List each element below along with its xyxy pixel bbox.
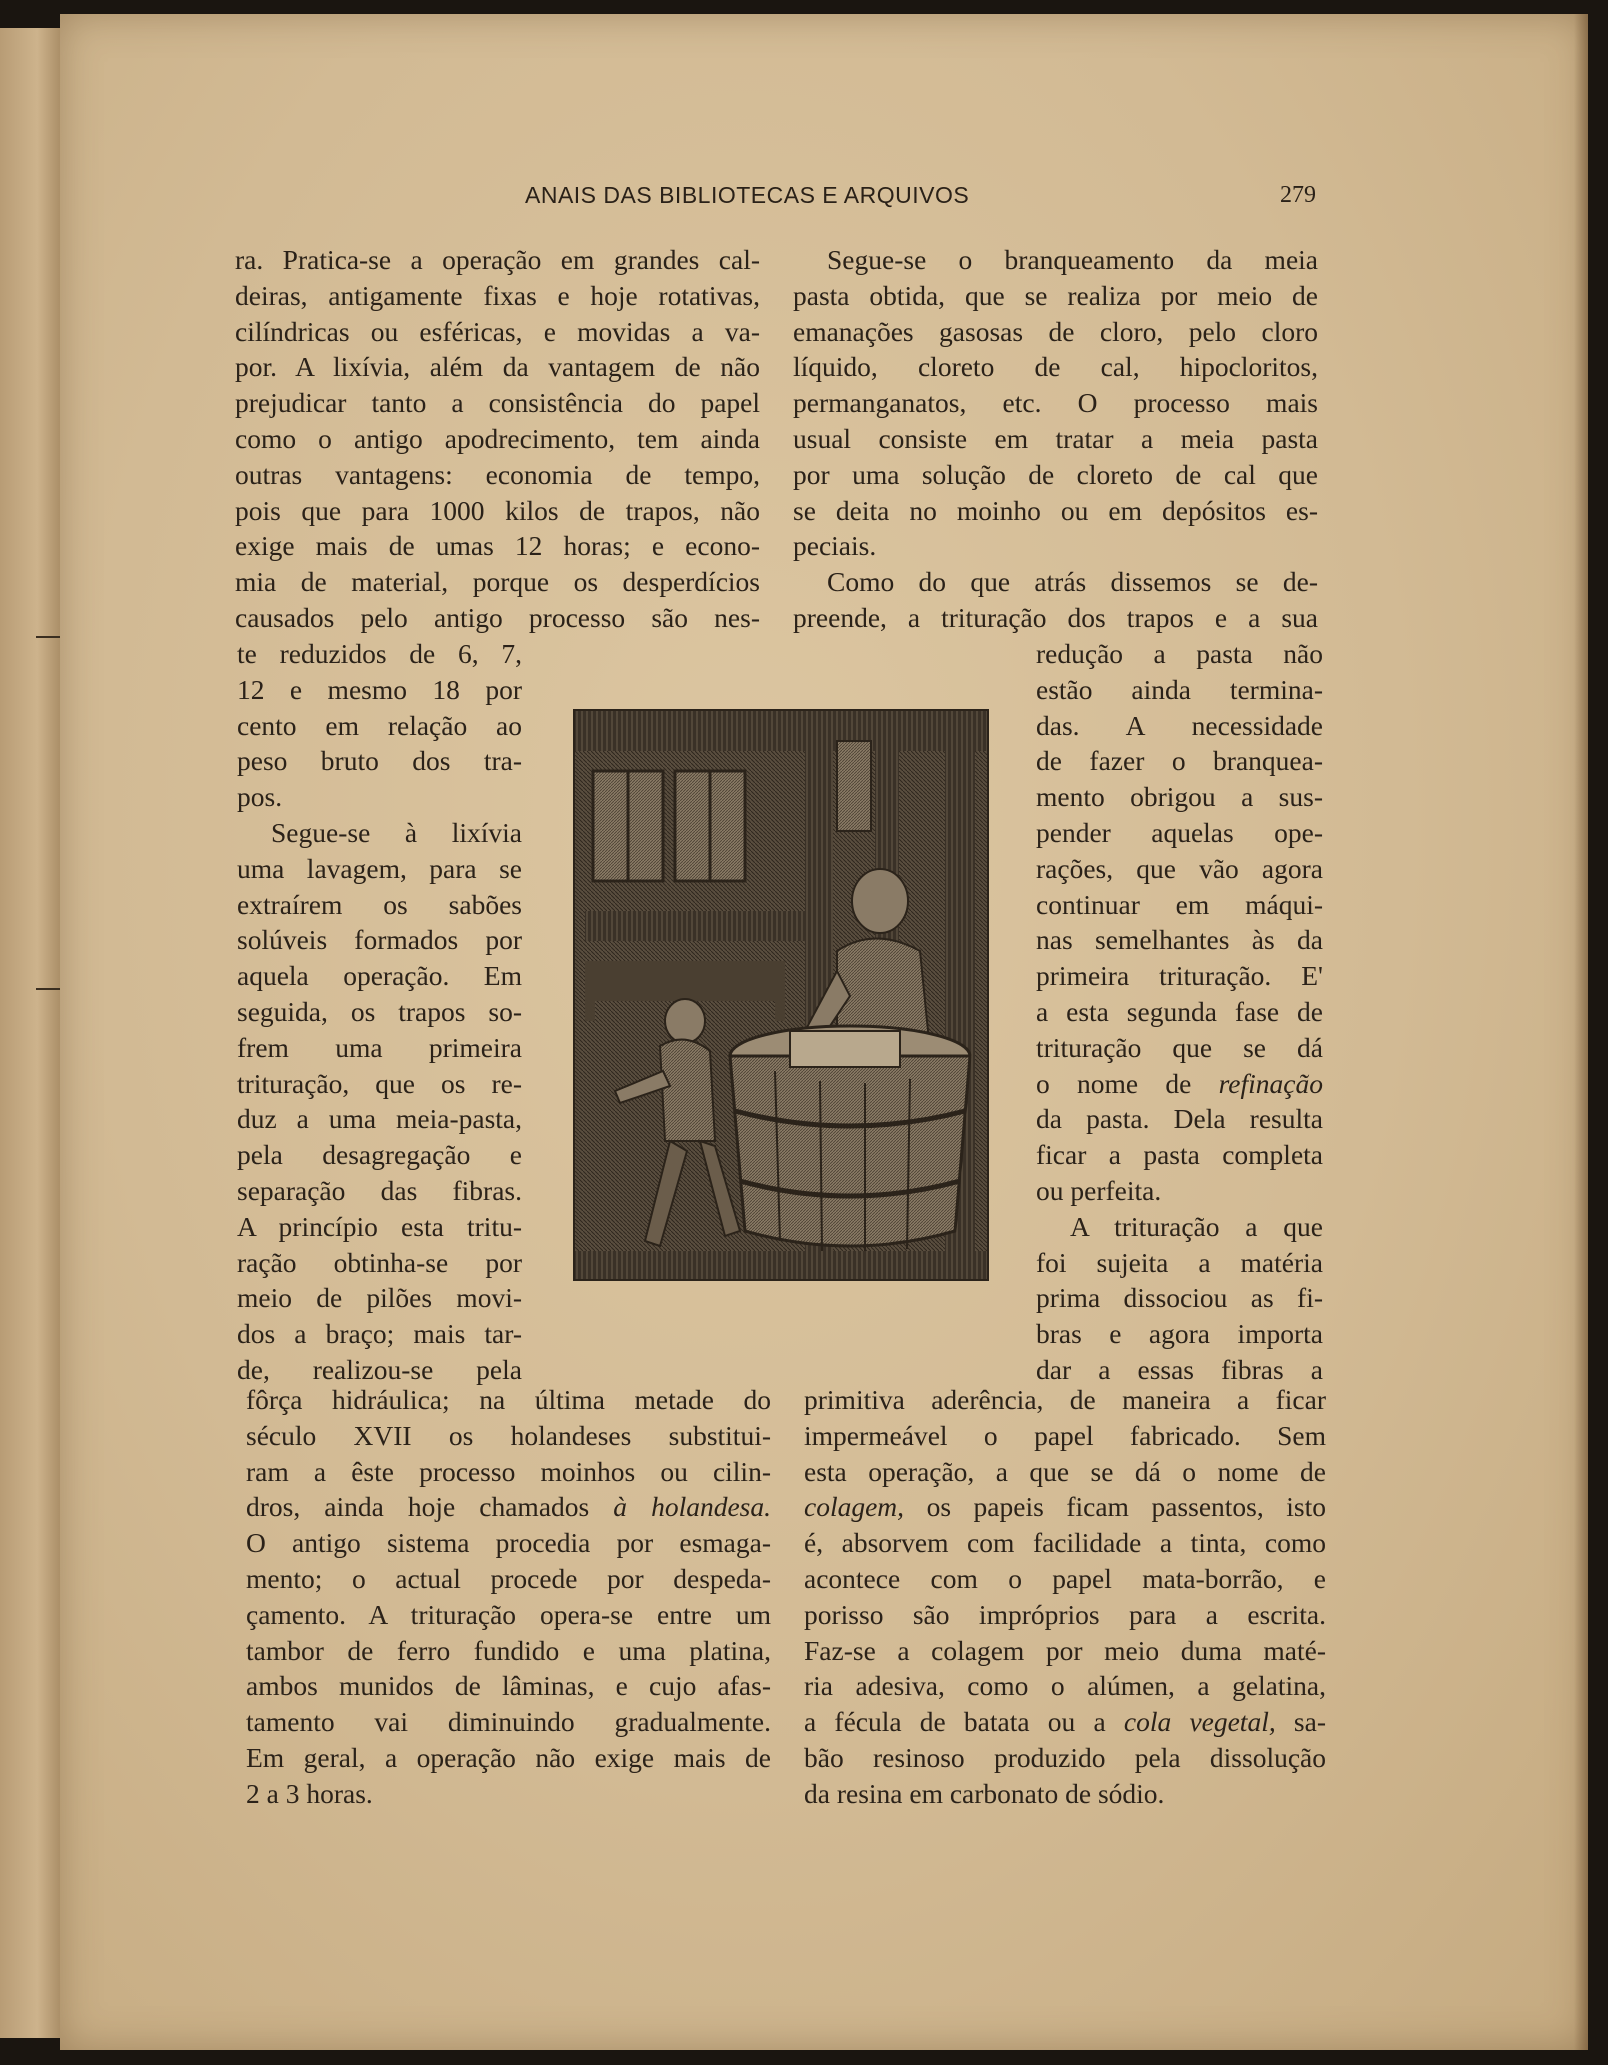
text-line: primitiva aderência, de maneira a ficar [804,1384,1326,1415]
text-line: a esta segunda fase de [1036,995,1323,1027]
text-line: esta operação, a que se dá o nome de [804,1455,1326,1487]
text-line: bras e agora importa [1036,1318,1323,1350]
text-line: deiras, antigamente fixas e hoje rotativas, [235,279,760,311]
right-column-bottom [804,1382,1326,1812]
text-line: separação das fibras. [237,1174,522,1206]
text-line: emanações gasosas de cloro, pelo cloro [793,315,1318,347]
text-line: Segue-se à lixívia [271,816,522,848]
text-line: aquela operação. Em [237,960,522,992]
text-line [1036,1066,1323,1102]
text-line: líquido, cloreto de cal, hipocloritos, [793,351,1318,383]
text-line: de, realizou-se pela [237,1353,522,1385]
text-line: por uma solução de cloreto de cal que [793,458,1318,490]
text-line: meio de pilões movi- [237,1282,522,1314]
text-line [246,1489,771,1525]
left-column-bottom [246,1382,771,1812]
left-column-top [235,242,760,636]
text-line: permanganatos, etc. O processo mais [793,387,1318,419]
text-line: preende, a trituração dos trapos e a sua [793,601,1318,633]
text-line: frem uma primeira [237,1031,522,1063]
right-column-top [793,242,1318,636]
text-line: ou perfeita. [1036,1174,1162,1206]
text-line: çamento. A trituração opera-se entre um [246,1598,771,1630]
left-column-narrow [237,636,522,1388]
text-line: te reduzidos de 6, 7, [237,638,522,669]
text-line: 2 a 3 horas. [246,1777,373,1809]
text-line: peso bruto dos tra- [237,745,522,777]
text-line: fôrça hidráulica; na última metade do [246,1384,771,1415]
text-line: Segue-se o branqueamento da meia [827,244,1318,275]
text-line: tambor de ferro fundido e uma platina, [246,1634,771,1666]
text-line: ram a êste processo moinhos ou cilin- [246,1455,771,1487]
facing-page-edge [0,28,64,2038]
text-line: seguida, os trapos so- [237,995,522,1027]
text-line: século XVII os holandeses substitui- [246,1419,771,1451]
text-line: porisso são impróprios para a escrita. [804,1598,1326,1630]
text-line: A trituração a que [1070,1210,1323,1242]
text-line: usual consiste em tratar a meia pasta [793,422,1318,454]
text-line: ra. Pratica-se a operação em grandes cal- [235,244,760,275]
text-line: Como do que atrás dissemos se de- [827,566,1318,598]
text-line: Em geral, a operação não exige mais de [246,1741,771,1773]
text-line: acontece com o papel mata-borrão, e [804,1562,1326,1594]
text-line: estão ainda termina- [1036,673,1323,705]
text-line: das. A necessidade [1036,709,1323,741]
text-line [804,1489,1326,1525]
text-line: redução a pasta não [1036,638,1323,669]
text-line: dar a essas fibras a [1036,1353,1323,1385]
text-line: tamento vai diminuindo gradualmente. [246,1706,771,1738]
text-line: trituração, que os re- [237,1067,522,1099]
text-line: ficar a pasta completa [1036,1139,1323,1171]
text-line: da pasta. Dela resulta [1036,1103,1323,1135]
right-column-narrow [1036,636,1323,1388]
text-fragment: o nome de [1036,1067,1192,1099]
text-line: bão resinoso produzido pela dissolução [804,1741,1326,1773]
page-number: 279 [1280,182,1316,208]
text-line: impermeável o papel fabricado. Sem [804,1419,1326,1451]
text-line: 12 e mesmo 18 por [237,673,522,705]
running-head: ANAIS DAS BIBLIOTECAS E ARQUIVOS [525,182,970,208]
text-line [804,1704,1326,1740]
text-line: ria adesiva, como o alúmen, a gelatina, [804,1670,1326,1702]
text-line: solúveis formados por [237,924,522,956]
text-fragment: dros, ainda hoje chamados [246,1491,590,1523]
text-line: cilíndricas ou esféricas, e movidas a va- [235,315,760,347]
text-line: nas semelhantes às da [1036,924,1323,956]
text-line: de fazer o branquea- [1036,745,1323,777]
engraving-papermaker-vat-icon [575,711,987,1279]
text-line: cento em relação ao [237,709,522,741]
text-line: pender aquelas ope- [1036,816,1323,848]
italic-term: cola vegetal, [1123,1706,1276,1738]
text-line: pois que para 1000 kilos de trapos, não [235,494,760,526]
text-line: pasta obtida, que se realiza por meio de [793,279,1318,311]
illustration-engraving [573,709,989,1281]
text-line: dos a braço; mais tar- [237,1318,522,1350]
text-line: é, absorvem com facilidade a tinta, como [804,1527,1326,1559]
text-line: causados pelo antigo processo são nes- [235,601,760,633]
text-line: foi sujeita a matéria [1036,1246,1323,1278]
text-line: A princípio esta tritu- [237,1210,522,1242]
text-line: O antigo sistema procedia por esmaga- [246,1527,771,1559]
text-line: mento; o actual procede por despeda- [246,1562,771,1594]
text-fragment: os papeis ficam passentos, isto [926,1491,1326,1523]
text-line: ambos munidos de lâminas, e cujo afas- [246,1670,771,1702]
text-line: mia de material, porque os desperdícios [235,566,760,598]
text-line: prima dissociou as fi- [1036,1282,1323,1314]
text-line: mento obrigou a sus- [1036,781,1323,813]
text-line: prejudicar tanto a consistência do papel [235,387,760,419]
text-line: da resina em carbonato de sódio. [804,1777,1165,1809]
text-line: como o antigo apodrecimento, tem ainda [235,422,760,454]
text-line: continuar em máqui- [1036,888,1323,920]
text-line: rações, que vão agora [1036,852,1323,884]
text-line: peciais. [793,530,877,562]
text-line: por. A lixívia, além da vantagem de não [235,351,760,383]
italic-term: refinação [1218,1067,1323,1099]
text-line: Faz-se a colagem por meio duma maté- [804,1634,1326,1666]
text-line: primeira trituração. E' [1036,960,1323,992]
italic-term: colagem, [804,1491,905,1523]
text-line: uma lavagem, para se [237,852,522,884]
text-line: pos. [237,781,283,813]
italic-term: à holandesa. [613,1491,771,1523]
text-line: duz a uma meia-pasta, [237,1103,522,1135]
text-line: extraírem os sabões [237,888,522,920]
text-line: pela desagregação e [237,1139,522,1171]
text-fragment: sa- [1293,1706,1326,1738]
text-line: se deita no moinho ou em depósitos es- [793,494,1318,526]
text-line: exige mais de umas 12 horas; e econo- [235,530,760,562]
text-fragment: a fécula de batata ou a [804,1706,1106,1738]
text-line: ração obtinha-se por [237,1246,522,1278]
text-line: trituração que se dá [1036,1031,1323,1063]
text-line: outras vantagens: economia de tempo, [235,458,760,490]
